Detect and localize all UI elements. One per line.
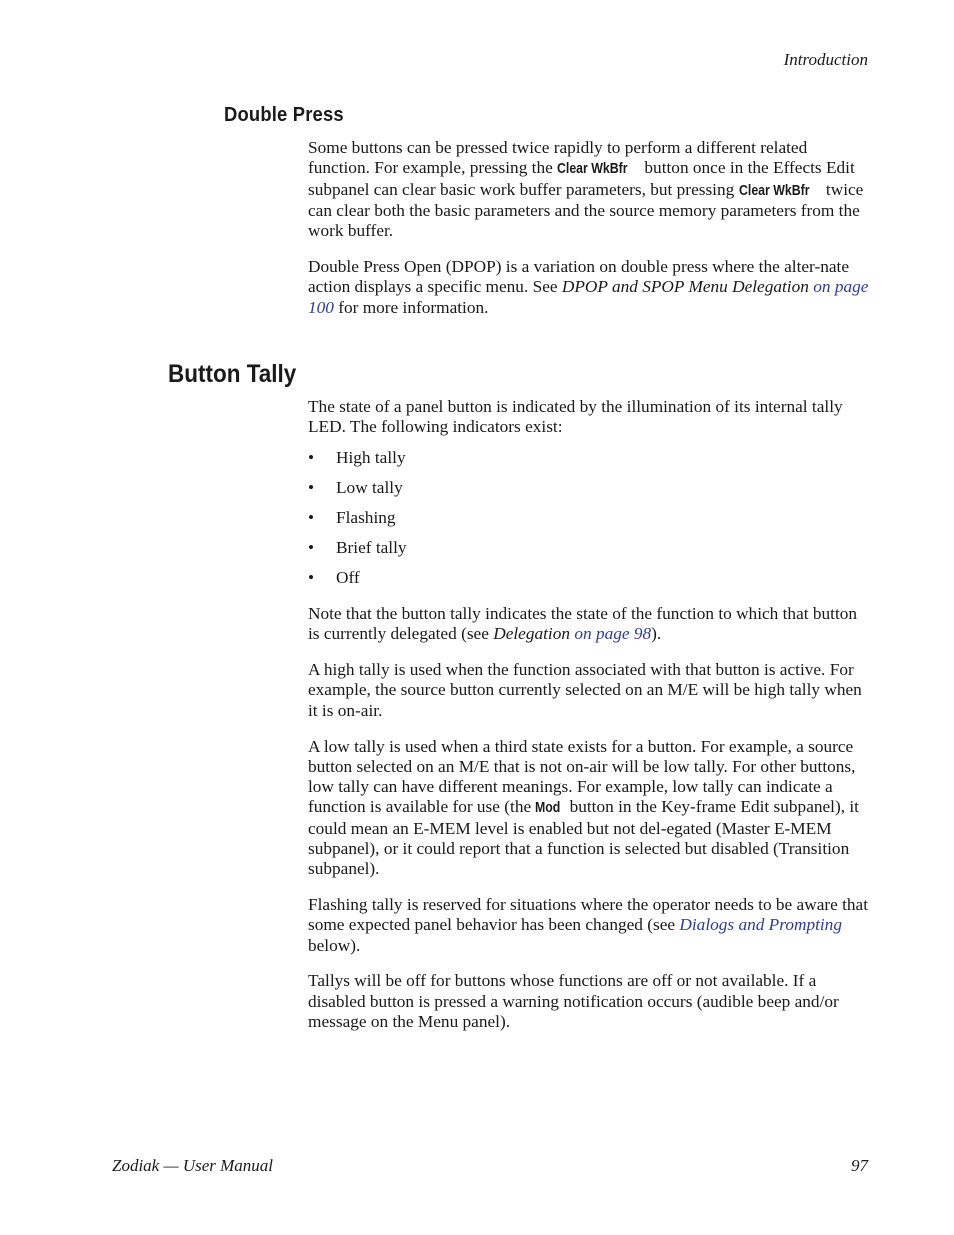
running-header: Introduction — [783, 50, 868, 69]
text: button once in the Effects Edit subpanel can clear basic work buffer parameters, but pressing — [308, 158, 855, 199]
list-item-label: Flashing — [336, 507, 396, 527]
text: Note that the button tally indicates the state of the function to which that button is currently delegated (see — [308, 604, 858, 644]
footer-manual-title: Zodiak — User Manual — [112, 1156, 274, 1175]
button-name-mod: Mod — [535, 800, 561, 817]
button-name-clear-wkbfr: Clear WkBfr — [557, 161, 628, 178]
text: A low tally is used when a third state exists for a button. For example, a source button selected on an M/E that is not on-air will be low tally. For other buttons, low tally can have different meanings. For example, low tally can indicate a function is available for use (the — [308, 736, 856, 817]
button-tally-section — [308, 397, 872, 1032]
text: ). — [651, 624, 662, 644]
double-press-section — [308, 138, 872, 318]
text: Flashing tally is reserved for situations where the operator needs to be aware that some expected panel behavior has been changed (see — [308, 895, 869, 935]
text: for more information. — [333, 297, 489, 317]
cross-reference-title: DPOP and SPOP Menu Delegation — [561, 277, 809, 297]
list-item-label: Off — [336, 568, 360, 588]
list-item — [308, 478, 872, 508]
text: Double Press Open (DPOP) is a variation on double press where the alter-nate action displays a specific menu. See — [308, 256, 849, 297]
list-item — [308, 568, 872, 598]
bullet: • — [308, 477, 315, 497]
bullet: • — [308, 507, 315, 527]
list-item — [308, 508, 872, 538]
link-dialogs-and-prompting[interactable]: Dialogs and Prompting — [679, 915, 842, 935]
paragraph-low-tally — [308, 737, 872, 880]
page-link-98[interactable]: on page 98 — [574, 624, 652, 644]
cross-reference-title: Delegation — [493, 624, 571, 644]
text: button in the Key-frame Edit subpanel), it could mean an E-MEM level is enabled but not del-egated (Master E-MEM subpanel), or it could report that a function is selected but disabled (Transition subpanel). — [308, 797, 859, 879]
bullet: • — [308, 568, 315, 588]
text: Some buttons can be pressed twice rapidly to perform a different related function. For example, pressing the — [308, 138, 808, 178]
list-item-label: High tally — [336, 447, 406, 467]
paragraph-flashing-tally — [308, 895, 872, 956]
list-item-label: Low tally — [336, 477, 403, 497]
heading-button-tally: Button Tally — [168, 360, 297, 388]
paragraph-tally-intro: The state of a panel button is indicated by the illumination of its internal tally LED. The following indicators exist: — [308, 397, 843, 437]
footer-page-number: 97 — [851, 1156, 868, 1175]
text: twice can clear both the basic parameters and the source memory parameters from the work buffer. — [308, 179, 864, 241]
paragraph-tally-note — [308, 604, 872, 645]
paragraph-high-tally: A high tally is used when the function associated with that button is active. For example, the source button currently selected on an M/E will be high tally when it is on-air. — [308, 660, 862, 720]
bullet: • — [308, 447, 315, 467]
heading-double-press: Double Press — [224, 104, 344, 126]
paragraph-dpop — [308, 257, 872, 318]
button-name-clear-wkbfr: Clear WkBfr — [738, 182, 810, 199]
list-item — [308, 538, 872, 568]
page-link-100[interactable]: on page 100 — [308, 277, 869, 317]
paragraph-double-press-intro — [308, 138, 872, 241]
list-item — [308, 448, 872, 478]
indicator-list — [308, 448, 872, 599]
list-item-label: Brief tally — [336, 538, 407, 558]
text: below). — [308, 935, 361, 955]
paragraph-tally-off: Tallys will be off for buttons whose functions are off or not available. If a disabled button is pressed a warning notification occurs (audible beep and/or message on the Menu panel). — [308, 971, 839, 1032]
bullet: • — [308, 538, 315, 558]
